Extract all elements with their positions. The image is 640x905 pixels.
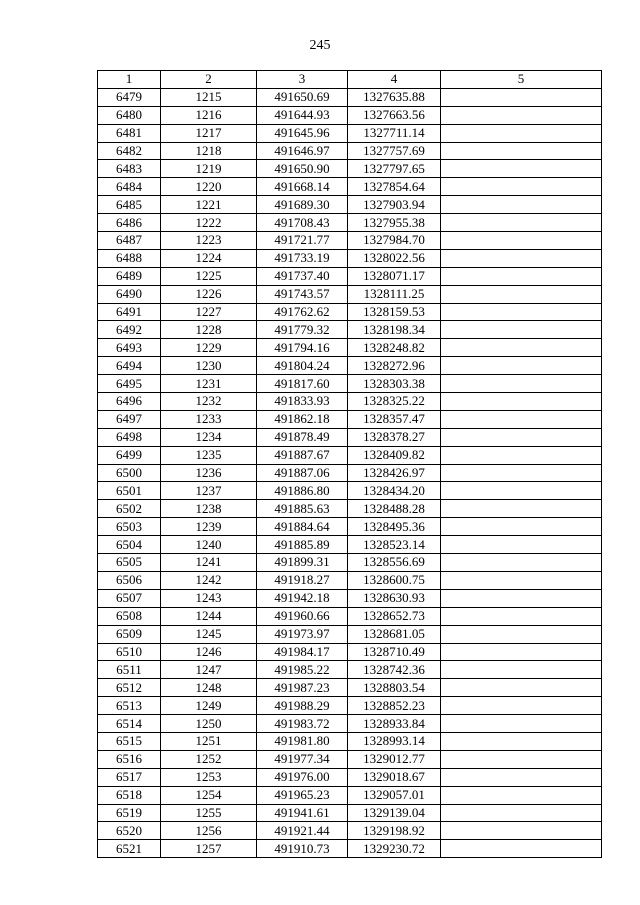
table-cell xyxy=(441,822,602,840)
table-cell: 6495 xyxy=(98,375,161,393)
table-cell: 491733.19 xyxy=(257,249,348,267)
table-cell: 1328852.23 xyxy=(348,697,441,715)
table-row xyxy=(98,285,602,303)
table-cell: 1328325.22 xyxy=(348,393,441,411)
table-row xyxy=(98,321,602,339)
table-cell xyxy=(441,589,602,607)
table-body xyxy=(98,88,602,857)
table-cell: 1215 xyxy=(161,88,257,106)
table-row xyxy=(98,840,602,858)
table-cell: 1219 xyxy=(161,160,257,178)
table-cell xyxy=(441,679,602,697)
table-cell: 1250 xyxy=(161,715,257,733)
table-cell: 6498 xyxy=(98,428,161,446)
table-row xyxy=(98,715,602,733)
table-cell: 6518 xyxy=(98,786,161,804)
table-row xyxy=(98,232,602,250)
table-cell: 1328022.56 xyxy=(348,249,441,267)
table-cell: 6514 xyxy=(98,715,161,733)
table-cell: 491833.93 xyxy=(257,393,348,411)
table-row xyxy=(98,554,602,572)
table-cell: 1254 xyxy=(161,786,257,804)
table-cell: 491644.93 xyxy=(257,106,348,124)
table-cell: 491794.16 xyxy=(257,339,348,357)
table-cell xyxy=(441,321,602,339)
table-cell: 1248 xyxy=(161,679,257,697)
table-cell: 6493 xyxy=(98,339,161,357)
table-cell: 1233 xyxy=(161,410,257,428)
table-cell: 1239 xyxy=(161,518,257,536)
table-cell: 1329139.04 xyxy=(348,804,441,822)
table-cell: 1328495.36 xyxy=(348,518,441,536)
table-cell: 6485 xyxy=(98,196,161,214)
column-header-2: 2 xyxy=(161,71,257,89)
table-cell xyxy=(441,410,602,428)
table-cell: 6500 xyxy=(98,464,161,482)
table-cell: 1221 xyxy=(161,196,257,214)
table-cell: 6487 xyxy=(98,232,161,250)
table-cell: 6503 xyxy=(98,518,161,536)
table-cell: 1231 xyxy=(161,375,257,393)
table-cell xyxy=(441,786,602,804)
table-cell: 1329012.77 xyxy=(348,750,441,768)
table-cell: 1230 xyxy=(161,357,257,375)
table-cell: 1228 xyxy=(161,321,257,339)
table-cell: 491817.60 xyxy=(257,375,348,393)
table-cell: 491721.77 xyxy=(257,232,348,250)
table-cell: 1328523.14 xyxy=(348,536,441,554)
table-cell: 6515 xyxy=(98,732,161,750)
table-cell: 491984.17 xyxy=(257,643,348,661)
table-cell: 6484 xyxy=(98,178,161,196)
table-row xyxy=(98,643,602,661)
table-cell: 491981.80 xyxy=(257,732,348,750)
table-cell: 1327757.69 xyxy=(348,142,441,160)
table-cell: 6508 xyxy=(98,607,161,625)
table-cell xyxy=(441,285,602,303)
table-cell: 1328488.28 xyxy=(348,500,441,518)
table-cell: 1217 xyxy=(161,124,257,142)
table-cell: 6509 xyxy=(98,625,161,643)
table-cell: 1218 xyxy=(161,142,257,160)
table-cell: 491650.90 xyxy=(257,160,348,178)
table-cell: 1328248.82 xyxy=(348,339,441,357)
table-cell xyxy=(441,768,602,786)
table-cell: 1243 xyxy=(161,589,257,607)
table-row xyxy=(98,697,602,715)
table-row xyxy=(98,750,602,768)
table-cell xyxy=(441,393,602,411)
table-cell xyxy=(441,571,602,589)
table-cell: 1329018.67 xyxy=(348,768,441,786)
table-row xyxy=(98,357,602,375)
table-cell: 491762.62 xyxy=(257,303,348,321)
table-cell: 1232 xyxy=(161,393,257,411)
table-cell xyxy=(441,500,602,518)
table-cell xyxy=(441,142,602,160)
table-cell: 6521 xyxy=(98,840,161,858)
table-row xyxy=(98,482,602,500)
table-cell: 491987.23 xyxy=(257,679,348,697)
table-row xyxy=(98,267,602,285)
table-cell: 6479 xyxy=(98,88,161,106)
table-cell xyxy=(441,625,602,643)
table-cell: 1328111.25 xyxy=(348,285,441,303)
table-cell xyxy=(441,804,602,822)
table-cell: 491918.27 xyxy=(257,571,348,589)
table-cell: 1234 xyxy=(161,428,257,446)
table-row xyxy=(98,625,602,643)
table-cell: 491942.18 xyxy=(257,589,348,607)
table-row xyxy=(98,679,602,697)
table-cell xyxy=(441,518,602,536)
table-cell: 1229 xyxy=(161,339,257,357)
table-cell: 491973.97 xyxy=(257,625,348,643)
table-cell: 1328710.49 xyxy=(348,643,441,661)
table-row xyxy=(98,804,602,822)
table-cell: 1327955.38 xyxy=(348,214,441,232)
table-row xyxy=(98,142,602,160)
table-cell xyxy=(441,267,602,285)
table-cell: 1222 xyxy=(161,214,257,232)
table-cell: 491737.40 xyxy=(257,267,348,285)
table-cell: 6516 xyxy=(98,750,161,768)
table-cell: 6505 xyxy=(98,554,161,572)
table-cell: 491977.34 xyxy=(257,750,348,768)
table-cell: 1328071.17 xyxy=(348,267,441,285)
table-cell: 1327903.94 xyxy=(348,196,441,214)
table-cell: 1328357.47 xyxy=(348,410,441,428)
table-cell: 1328630.93 xyxy=(348,589,441,607)
table-cell: 6502 xyxy=(98,500,161,518)
table-cell: 491899.31 xyxy=(257,554,348,572)
table-cell: 1220 xyxy=(161,178,257,196)
table-row xyxy=(98,124,602,142)
table-cell: 6488 xyxy=(98,249,161,267)
table-row xyxy=(98,464,602,482)
table-cell: 6483 xyxy=(98,160,161,178)
table-cell: 6496 xyxy=(98,393,161,411)
table-cell: 1227 xyxy=(161,303,257,321)
table-cell: 1235 xyxy=(161,446,257,464)
table-cell: 6507 xyxy=(98,589,161,607)
table-cell: 6489 xyxy=(98,267,161,285)
table-cell: 1328272.96 xyxy=(348,357,441,375)
table-cell: 1329230.72 xyxy=(348,840,441,858)
table-cell xyxy=(441,840,602,858)
table-cell: 1238 xyxy=(161,500,257,518)
table-cell: 491960.66 xyxy=(257,607,348,625)
table-cell: 491887.67 xyxy=(257,446,348,464)
table-row xyxy=(98,339,602,357)
column-header-3: 3 xyxy=(257,71,348,89)
table-cell: 1247 xyxy=(161,661,257,679)
table-cell xyxy=(441,303,602,321)
table-cell: 1328198.34 xyxy=(348,321,441,339)
table-cell: 1249 xyxy=(161,697,257,715)
table-cell: 1244 xyxy=(161,607,257,625)
table-cell xyxy=(441,661,602,679)
table-cell: 1256 xyxy=(161,822,257,840)
table-cell: 491689.30 xyxy=(257,196,348,214)
table-cell: 491885.63 xyxy=(257,500,348,518)
table-cell: 1257 xyxy=(161,840,257,858)
table-cell: 1328993.14 xyxy=(348,732,441,750)
table-cell: 491668.14 xyxy=(257,178,348,196)
table-cell: 1328652.73 xyxy=(348,607,441,625)
table-row xyxy=(98,768,602,786)
table-cell: 491804.24 xyxy=(257,357,348,375)
table-cell: 6492 xyxy=(98,321,161,339)
table-row xyxy=(98,661,602,679)
table-cell: 6494 xyxy=(98,357,161,375)
table-cell: 1328303.38 xyxy=(348,375,441,393)
table-cell xyxy=(441,643,602,661)
table-cell xyxy=(441,88,602,106)
table-cell: 1241 xyxy=(161,554,257,572)
table-row xyxy=(98,446,602,464)
table-cell: 1252 xyxy=(161,750,257,768)
table-row xyxy=(98,607,602,625)
table-cell: 491743.57 xyxy=(257,285,348,303)
table-cell: 6490 xyxy=(98,285,161,303)
table-cell xyxy=(441,196,602,214)
table-cell xyxy=(441,607,602,625)
table-cell: 1224 xyxy=(161,249,257,267)
table-row xyxy=(98,822,602,840)
table-cell xyxy=(441,464,602,482)
table-cell: 1251 xyxy=(161,732,257,750)
table-cell: 1246 xyxy=(161,643,257,661)
column-header-1: 1 xyxy=(98,71,161,89)
table-cell xyxy=(441,554,602,572)
table-cell: 1329057.01 xyxy=(348,786,441,804)
table-cell xyxy=(441,124,602,142)
table-cell xyxy=(441,428,602,446)
table-cell: 6481 xyxy=(98,124,161,142)
table-cell: 6486 xyxy=(98,214,161,232)
table-cell: 491645.96 xyxy=(257,124,348,142)
table-cell: 1327984.70 xyxy=(348,232,441,250)
table-cell: 491779.32 xyxy=(257,321,348,339)
table-cell: 491885.89 xyxy=(257,536,348,554)
table-cell xyxy=(441,375,602,393)
table-cell: 1327663.56 xyxy=(348,106,441,124)
table-cell: 1328434.20 xyxy=(348,482,441,500)
table-row xyxy=(98,106,602,124)
table-cell: 1328556.69 xyxy=(348,554,441,572)
table-cell: 1328742.36 xyxy=(348,661,441,679)
table-cell xyxy=(441,446,602,464)
table-row xyxy=(98,214,602,232)
table-cell: 1328409.82 xyxy=(348,446,441,464)
table-row xyxy=(98,500,602,518)
table-row xyxy=(98,178,602,196)
table-cell: 6520 xyxy=(98,822,161,840)
table-cell: 491708.43 xyxy=(257,214,348,232)
table-cell xyxy=(441,214,602,232)
table-cell: 1328600.75 xyxy=(348,571,441,589)
table-cell: 491862.18 xyxy=(257,410,348,428)
table-cell: 1328681.05 xyxy=(348,625,441,643)
table-cell: 1328426.97 xyxy=(348,464,441,482)
column-header-4: 4 xyxy=(348,71,441,89)
table-cell: 6510 xyxy=(98,643,161,661)
table-row xyxy=(98,589,602,607)
table-row xyxy=(98,732,602,750)
column-header-5: 5 xyxy=(441,71,602,89)
table-cell: 1327854.64 xyxy=(348,178,441,196)
table-cell xyxy=(441,178,602,196)
table-cell: 6506 xyxy=(98,571,161,589)
table-row xyxy=(98,393,602,411)
table-row xyxy=(98,249,602,267)
table-cell xyxy=(441,339,602,357)
table-cell: 1327797.65 xyxy=(348,160,441,178)
page-number: 245 xyxy=(309,38,331,53)
table-cell: 1245 xyxy=(161,625,257,643)
table-cell xyxy=(441,106,602,124)
table-cell xyxy=(441,750,602,768)
table-header-row xyxy=(98,71,602,89)
table-cell: 6482 xyxy=(98,142,161,160)
table-cell: 1328378.27 xyxy=(348,428,441,446)
table-cell: 1255 xyxy=(161,804,257,822)
table-cell: 1327711.14 xyxy=(348,124,441,142)
table-cell: 6513 xyxy=(98,697,161,715)
table-cell: 1223 xyxy=(161,232,257,250)
table-row xyxy=(98,786,602,804)
table-cell: 491985.22 xyxy=(257,661,348,679)
table-row xyxy=(98,410,602,428)
table-cell: 1253 xyxy=(161,768,257,786)
table-cell: 491878.49 xyxy=(257,428,348,446)
table-cell xyxy=(441,357,602,375)
table-cell xyxy=(441,160,602,178)
table-cell: 6504 xyxy=(98,536,161,554)
table-row xyxy=(98,160,602,178)
table-cell: 1226 xyxy=(161,285,257,303)
table-row xyxy=(98,428,602,446)
table-cell xyxy=(441,732,602,750)
table-row xyxy=(98,88,602,106)
table-cell: 491965.23 xyxy=(257,786,348,804)
table-row xyxy=(98,196,602,214)
table-cell xyxy=(441,697,602,715)
table-cell: 1329198.92 xyxy=(348,822,441,840)
table-cell: 6499 xyxy=(98,446,161,464)
table-cell: 491887.06 xyxy=(257,464,348,482)
table-cell: 1327635.88 xyxy=(348,88,441,106)
table-cell: 6511 xyxy=(98,661,161,679)
table-cell: 491988.29 xyxy=(257,697,348,715)
table-cell: 491910.73 xyxy=(257,840,348,858)
table-row xyxy=(98,518,602,536)
table-cell: 6512 xyxy=(98,679,161,697)
table-cell: 6491 xyxy=(98,303,161,321)
table-cell xyxy=(441,715,602,733)
table-cell: 1328933.84 xyxy=(348,715,441,733)
table-cell xyxy=(441,249,602,267)
table-cell: 6497 xyxy=(98,410,161,428)
table-row xyxy=(98,375,602,393)
table-row xyxy=(98,303,602,321)
table-cell: 6519 xyxy=(98,804,161,822)
table-cell: 6517 xyxy=(98,768,161,786)
table-cell: 1328803.54 xyxy=(348,679,441,697)
table-cell: 491976.00 xyxy=(257,768,348,786)
table-cell: 1242 xyxy=(161,571,257,589)
table-cell: 6501 xyxy=(98,482,161,500)
table-cell: 1237 xyxy=(161,482,257,500)
table-cell: 6480 xyxy=(98,106,161,124)
table-row xyxy=(98,571,602,589)
table-cell xyxy=(441,482,602,500)
table-cell: 491886.80 xyxy=(257,482,348,500)
table-cell: 1236 xyxy=(161,464,257,482)
table-cell: 491921.44 xyxy=(257,822,348,840)
table-cell xyxy=(441,232,602,250)
table-cell: 491941.61 xyxy=(257,804,348,822)
coordinates-table xyxy=(97,70,602,858)
table-cell: 491884.64 xyxy=(257,518,348,536)
table-cell: 491650.69 xyxy=(257,88,348,106)
table-cell: 1225 xyxy=(161,267,257,285)
table-cell: 1328159.53 xyxy=(348,303,441,321)
table-cell: 1240 xyxy=(161,536,257,554)
table-row xyxy=(98,536,602,554)
table-cell: 491983.72 xyxy=(257,715,348,733)
table-cell xyxy=(441,536,602,554)
table-cell: 1216 xyxy=(161,106,257,124)
table-cell: 491646.97 xyxy=(257,142,348,160)
